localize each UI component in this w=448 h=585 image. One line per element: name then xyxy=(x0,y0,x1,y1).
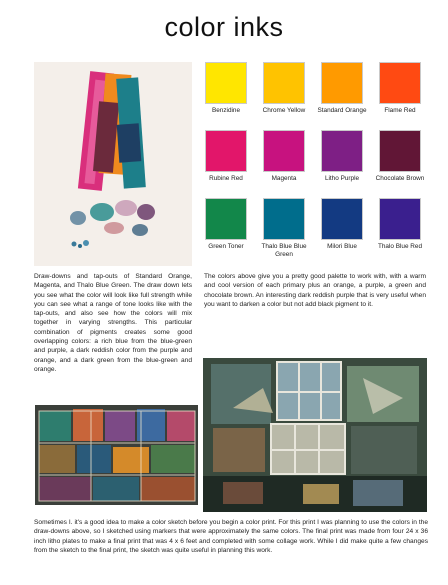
palette-caption: The colors above give you a pretty good palette to work with, with a warm and cool version of each primary plus an orange, a purple, a green and chocolate brown. An interesting dark reddish purple that is very useful when you want to darken a color but not add black pigment to it. xyxy=(204,273,426,308)
swatch-chip xyxy=(205,198,247,240)
swatch-chrome-yellow xyxy=(258,62,310,115)
final-print-illustration xyxy=(203,358,427,512)
sketch-caption: Sometimes I. it's a good idea to make a color sketch before you begin a color print. For this print I was planning to use the colors in the draw-downs above, so I sketched using markers that were approximately the same colors. The final print was made from four 24 x 36 inch litho plates to make a final print that was 4 x 6 feet and completed with some collage work. While I did make quite a few changes from the sketch to the final print, the sketch was quite useful in planning this work. xyxy=(34,519,428,554)
swatch-chip xyxy=(263,198,305,240)
swatch-label: Chocolate Brown xyxy=(375,175,425,182)
swatch-label: Chrome Yellow xyxy=(262,107,306,114)
drawdowns-image xyxy=(34,62,192,266)
swatch-litho-purple xyxy=(316,130,368,183)
color-sketch-photo xyxy=(35,405,198,505)
swatch-label: Standard Orange xyxy=(317,107,367,114)
swatch-chip xyxy=(205,62,247,104)
swatch-rubine-red xyxy=(200,130,252,183)
color-sketch-illustration xyxy=(35,405,198,505)
swatch-chip xyxy=(263,130,305,172)
swatch-label: Benzidine xyxy=(211,107,241,114)
swatch-chip xyxy=(379,130,421,172)
drawdowns-caption: Draw-downs and tap-outs of Standard Orange, Magenta, and Thalo Blue Green. The draw down lets you see what the color will look like full strength while you can see what a range of tone looks like with the tap-outs, and also see how the colors will mix together in varying strengths. This particular combination of pigments creates some good overlapping colors: a rich blue from the blue-green and purple, a dark reddish color from the purple and orange, and a dark green from the blue-green and orange. xyxy=(34,273,192,373)
swatch-label: Green Toner xyxy=(208,243,244,250)
swatch-label: Litho Purple xyxy=(324,175,360,182)
swatch-chip xyxy=(205,130,247,172)
swatch-thalo-blue-red xyxy=(374,198,426,251)
page-title: color inks xyxy=(164,12,284,42)
swatch-standard-orange xyxy=(316,62,368,115)
ink-swatch-grid xyxy=(200,58,432,268)
swatch-thalo-blue-blue-green xyxy=(258,198,310,259)
swatch-chip xyxy=(379,198,421,240)
final-print-photo xyxy=(203,358,427,512)
swatch-chip xyxy=(321,198,363,240)
swatch-flame-red xyxy=(374,62,426,115)
drawdowns-illustration xyxy=(34,62,192,266)
swatch-chip xyxy=(321,62,363,104)
swatch-label: Rubine Red xyxy=(209,175,243,182)
swatch-milori-blue xyxy=(316,198,368,251)
swatch-chip xyxy=(379,62,421,104)
swatch-label: Thalo Blue Blue Green xyxy=(261,243,307,258)
swatch-label: Flame Red xyxy=(384,107,416,114)
swatch-chip xyxy=(263,62,305,104)
swatch-green-toner xyxy=(200,198,252,251)
swatch-label: Milori Blue xyxy=(327,243,357,250)
swatch-label: Thalo Blue Red xyxy=(377,243,423,250)
swatch-chocolate-brown xyxy=(374,130,426,183)
swatch-chip xyxy=(321,130,363,172)
swatch-magenta xyxy=(258,130,310,183)
swatch-label: Magenta xyxy=(271,175,297,182)
swatch-benzidine xyxy=(200,62,252,115)
